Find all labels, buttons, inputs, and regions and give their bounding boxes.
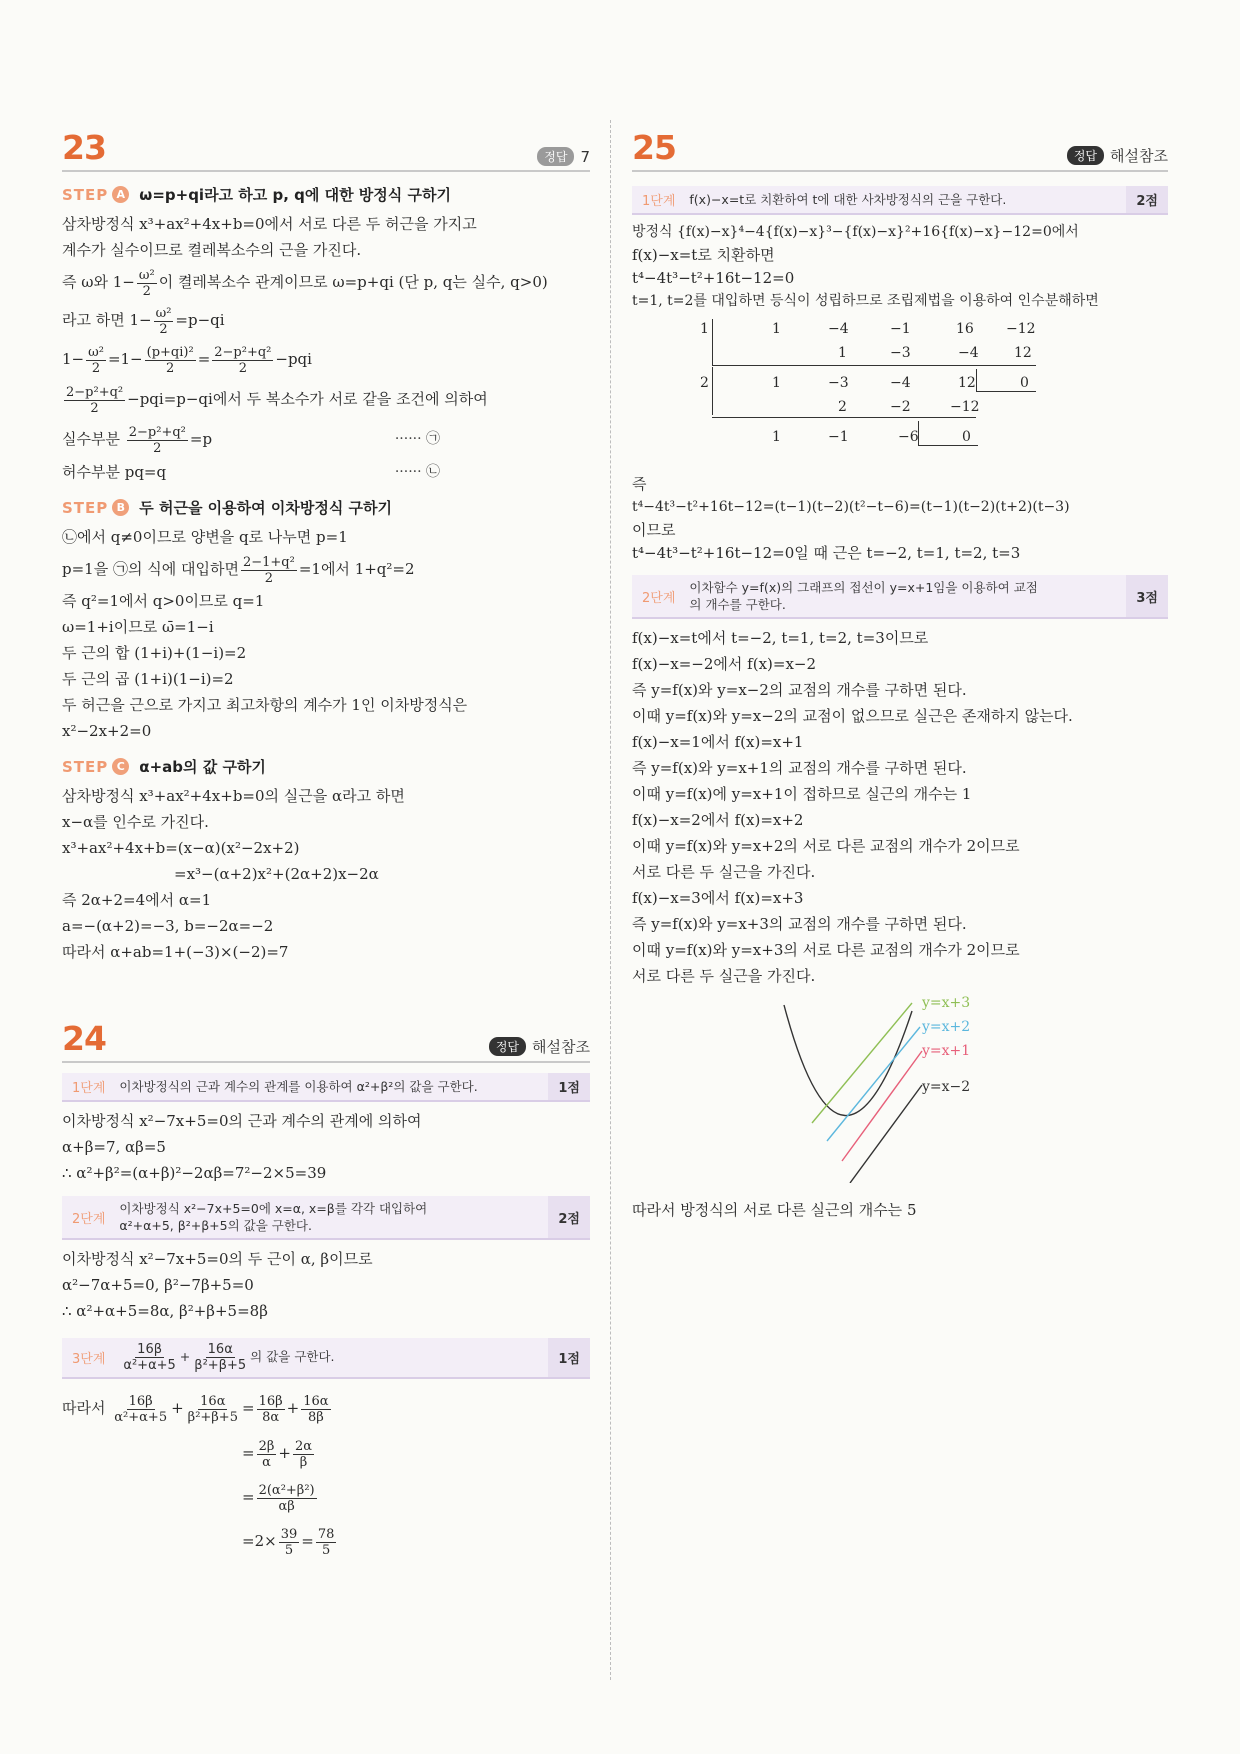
text-line: ω=1+i이므로 ω̄=1−i: [62, 618, 214, 636]
text-line: 즉 y=f(x)와 y=x+1의 교점의 개수를 구하면 된다.: [632, 759, 967, 777]
points-badge: 3점: [1126, 575, 1168, 617]
problem-24-number: 24: [62, 1019, 106, 1058]
text-line: t⁴−4t³−t²+16t−12=0일 때 근은 t=−2, t=1, t=2, t=3: [632, 544, 1021, 562]
text-line: f(x)−x=−2에서 f(x)=x−2: [632, 655, 817, 673]
text-line: 라고 하면 1− $\frac{\text{ω²}}{2}$ =p−qi: [62, 305, 225, 337]
text-line: f(x)−x=t로 치환하면: [632, 246, 775, 264]
problem-25-header: [632, 130, 1168, 172]
text-line: 즉 ω와 1− $\frac{\text{ω²}}{2}$ 이 켤레복소수 관계이므로 ω=p+qi (단 p, q는 실수, q>0): [62, 267, 548, 299]
left-column: [62, 130, 590, 1563]
stage-1-box: 1단계 f(x)−x=t로 치환하여 t에 대한 사차방정식의 근을 구한다. 2점: [632, 186, 1168, 215]
text-line: f(x)−x=2에서 f(x)=x+2: [632, 811, 804, 829]
answer-badge: 정답: [537, 147, 574, 166]
text-line: 즉 y=f(x)와 y=x−2의 교점의 개수를 구하면 된다.: [632, 681, 967, 699]
points-badge: 2점: [548, 1196, 590, 1238]
answer-badge: 정답: [489, 1037, 526, 1056]
text-line: =x³−(α+2)x²+(2α+2)x−2α: [174, 865, 379, 883]
text-line: ∴ α²+β²=(α+β)²−2αβ=7²−2×5=39: [62, 1164, 327, 1182]
text-line: p=1을 ㉠의 식에 대입하면 $\frac{\text{2−1+q²}}{2}$ =1에서 1+q²=2: [62, 554, 415, 586]
stage-2-box: 2단계 이차방정식 x²−7x+5=0에 x=α, x=β를 각각 대입하여 α²+α+5, β²+β+5의 값을 구한다. 2점: [62, 1196, 590, 1240]
stage-3-box: 3단계 $\frac{16\beta}{\text{α²+α+5}}$ + $\frac{16\alpha}{\text{β²+β+5}}$ 의 값을 구한다. 1점: [62, 1338, 590, 1379]
stage-1-box: 1단계 이차방정식의 근과 계수의 관계를 이용하여 α²+β²의 값을 구한다. 1점: [62, 1073, 590, 1102]
text-line: 삼차방정식 x³+ax²+4x+b=0의 실근을 α라고 하면: [62, 787, 405, 805]
text-line: 방정식 {f(x)−x}⁴−4{f(x)−x}³−{f(x)−x}²+16{f(x)−x}−12=0에서: [632, 224, 1079, 240]
conclusion-line: 따라서 방정식의 서로 다른 실근의 개수는 5: [632, 1201, 917, 1219]
text-line: 이때 y=f(x)와 y=x+2의 서로 다른 교점의 개수가 2이므로: [632, 837, 1020, 855]
equation-line: =2× $\frac{39}{5}$ = $\frac{78}{5}$: [242, 1526, 335, 1558]
step-a-heading: STEP A ω=p+qi라고 하고 p, q에 대한 방정식 구하기: [62, 185, 451, 204]
problem-23-header: [62, 130, 590, 172]
text-line: 이차방정식 x²−7x+5=0의 근과 계수의 관계에 의하여: [62, 1112, 422, 1130]
label-y-x-minus-2: y=x−2: [922, 1079, 971, 1095]
text-line: α+β=7, αβ=5: [62, 1138, 166, 1156]
line-x-plus-3: [812, 1003, 912, 1123]
problem-24-answer: [489, 1036, 590, 1057]
text-line: 이때 y=f(x)와 y=x+3의 서로 다른 교점의 개수가 2이므로: [632, 941, 1020, 959]
equation-line: = $\frac{2\beta}{\alpha}$ + $\frac{2\alpha}{\beta}$: [242, 1438, 313, 1470]
step-c-badge: C: [112, 758, 129, 775]
synthetic-division-table: 1 1 −4 −1 16 −12 1 −3 −4 12 2 1 −3 −4 12 0 2 −2 −12 1 −1 −6 0: [700, 321, 1036, 445]
equation-line: = $\frac{\text{2(α²+β²)}}{\alpha\beta}$: [242, 1482, 315, 1514]
problem-23-number: 23: [62, 128, 106, 167]
text-line: x−α를 인수로 가진다.: [62, 813, 209, 831]
text-line: 이므로: [632, 521, 676, 539]
text-line: x³+ax²+4x+b=(x−α)(x²−2x+2): [62, 839, 300, 857]
equation-line: 따라서 $\frac{16\beta}{\text{α²+α+5}}$ + $\frac{16\alpha}{\text{β²+β+5}}$ = $\frac{16\beta}{8\alpha}$ + $\frac{16\alpha}{8\beta}$: [62, 1393, 329, 1425]
text-line: a=−(α+2)=−3, b=−2α=−2: [62, 917, 274, 935]
answer-value: 해설참조: [1110, 147, 1168, 165]
text-line: ㉡에서 q≠0이므로 양변을 q로 나누면 p=1: [62, 528, 348, 546]
problem-24-header: [62, 1021, 590, 1063]
text-line: t⁴−4t³−t²+16t−12=0: [632, 269, 795, 287]
problem-25-number: 25: [632, 128, 676, 167]
text-line: 서로 다른 두 실근을 가진다.: [632, 967, 816, 985]
equation-line: 실수부분 $\frac{\text{2−p²+q²}}{2}$ =p ······ ㉠: [62, 424, 440, 456]
equation-line: $\frac{\text{2−p²+q²}}{2}$ −pqi=p−qi에서 두 복소수가 서로 같을 조건에 의하여: [66, 384, 488, 416]
line-x-plus-2: [827, 1027, 920, 1141]
points-badge: 1점: [548, 1073, 590, 1100]
text-line: 즉 y=f(x)와 y=x+3의 교점의 개수를 구하면 된다.: [632, 915, 967, 933]
label-y-x-plus-1: y=x+1: [922, 1043, 971, 1059]
text-line: 이때 y=f(x)에 y=x+1이 접하므로 실근의 개수는 1: [632, 785, 972, 803]
step-b-badge: B: [112, 499, 129, 516]
equation-line: 1− $\frac{\text{ω²}}{2}$ =1− $\frac{\text{(p+qi)²}}{2}$ = $\frac{\text{2−p²+q²}}{2}$ −pqi: [62, 344, 312, 376]
answer-badge: 정답: [1067, 146, 1104, 165]
problem-23-answer: [537, 147, 590, 166]
label-y-x-plus-3: y=x+3: [922, 995, 971, 1011]
equation-line: 허수부분 pq=q ······ ㉡: [62, 463, 440, 481]
text-line: 이차방정식 x²−7x+5=0의 두 근이 α, β이므로: [62, 1250, 373, 1268]
text-line: 서로 다른 두 실근을 가진다.: [632, 863, 816, 881]
text-line: 즉: [632, 475, 647, 493]
stage-2-box: 2단계 이차함수 y=f(x)의 그래프의 접선이 y=x+1임을 이용하여 교점 의 개수를 구한다. 3점: [632, 575, 1168, 619]
answer-value: 7: [580, 147, 590, 166]
step-a-badge: A: [112, 186, 129, 203]
text-line: t=1, t=2를 대입하면 등식이 성립하므로 조립제법을 이용하여 인수분해하면: [632, 293, 1099, 309]
text-line: 즉 2α+2=4에서 α=1: [62, 891, 212, 909]
points-badge: 2점: [1126, 186, 1168, 213]
text-line: 두 근의 곱 (1+i)(1−i)=2: [62, 670, 234, 688]
answer-value: 해설참조: [532, 1038, 590, 1056]
parabola-tangent-graph: [772, 993, 1072, 1183]
text-line: f(x)−x=1에서 f(x)=x+1: [632, 733, 804, 751]
text-line: 즉 q²=1에서 q>0이므로 q=1: [62, 592, 265, 610]
text-line: f(x)−x=t에서 t=−2, t=1, t=2, t=3이므로: [632, 629, 929, 647]
text-line: 삼차방정식 x³+ax²+4x+b=0에서 서로 다른 두 허근을 가지고: [62, 215, 477, 233]
text-line: ∴ α²+α+5=8α, β²+β+5=8β: [62, 1302, 268, 1320]
step-c-heading: STEP C α+ab의 값 구하기: [62, 757, 266, 776]
label-y-x-plus-2: y=x+2: [922, 1019, 971, 1035]
text-line: t⁴−4t³−t²+16t−12=(t−1)(t−2)(t²−t−6)=(t−1)(t−2)(t+2)(t−3): [632, 499, 1070, 515]
text-line: f(x)−x=3에서 f(x)=x+3: [632, 889, 804, 907]
text-line: 두 허근을 근으로 가지고 최고차항의 계수가 1인 이차방정식은: [62, 696, 468, 714]
points-badge: 1점: [548, 1338, 590, 1377]
right-column: [632, 130, 1168, 1223]
text-line: x²−2x+2=0: [62, 722, 152, 740]
step-b-heading: STEP B 두 허근을 이용하여 이차방정식 구하기: [62, 498, 393, 517]
text-line: 계수가 실수이므로 켤레복소수의 근을 가진다.: [62, 241, 362, 259]
problem-25-answer: [1067, 145, 1168, 166]
line-x-plus-1: [842, 1051, 922, 1161]
text-line: 이때 y=f(x)와 y=x−2의 교점이 없으므로 실근은 존재하지 않는다.: [632, 707, 1073, 725]
column-divider: [610, 120, 611, 1680]
text-line: 두 근의 합 (1+i)+(1−i)=2: [62, 644, 247, 662]
text-line: α²−7α+5=0, β²−7β+5=0: [62, 1276, 254, 1294]
text-line: 따라서 α+ab=1+(−3)×(−2)=7: [62, 943, 289, 961]
